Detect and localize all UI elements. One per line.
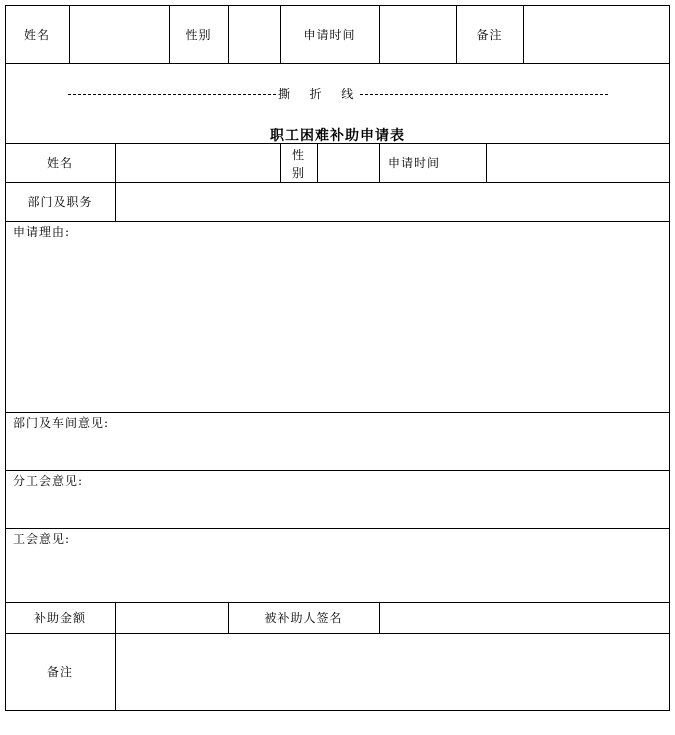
- dept-position-field[interactable]: [116, 183, 669, 221]
- apply-time-label: 申请时间: [387, 156, 440, 170]
- dept-workshop-opinion-field[interactable]: [6, 432, 669, 470]
- dept-opinion-bottom-line: [5, 470, 670, 471]
- stub-remark-label: 备注: [476, 28, 503, 42]
- dept-workshop-opinion-label: 部门及车间意见:: [13, 416, 110, 430]
- stub-name-label: 姓名: [23, 28, 50, 42]
- border-right: [669, 5, 670, 711]
- remark-field[interactable]: [116, 634, 669, 710]
- form-title: 职工困难补助申请表: [270, 128, 405, 144]
- cut-line-right: [360, 94, 608, 95]
- subsidy-amount-field[interactable]: [116, 603, 228, 633]
- form-row2-bottom-line: [5, 221, 670, 222]
- stub-gender-field[interactable]: [229, 6, 280, 63]
- stub-apply-time-field[interactable]: [380, 6, 456, 63]
- apply-time-field[interactable]: [487, 144, 669, 182]
- reason-label: 申请理由:: [13, 225, 71, 239]
- cut-line-label: 撕 折 线: [278, 87, 358, 101]
- dept-position-label: 部门及职务: [27, 195, 93, 209]
- stub-apply-time-label: 申请时间: [303, 28, 356, 42]
- recipient-signature-field[interactable]: [380, 603, 669, 633]
- stub-gender-label: 性别: [185, 28, 212, 42]
- union-opinion-label: 工会意见:: [13, 532, 71, 546]
- branch-union-opinion-label: 分工会意见:: [13, 474, 84, 488]
- stub-remark-field[interactable]: [524, 6, 669, 63]
- gender-field[interactable]: [318, 144, 379, 182]
- reason-bottom-line: [5, 412, 670, 413]
- stub-bottom-line: [5, 63, 670, 64]
- name-field[interactable]: [116, 144, 280, 182]
- reason-field[interactable]: [6, 241, 669, 412]
- gender-label-top: 性: [291, 148, 305, 162]
- branch-union-opinion-field[interactable]: [6, 490, 669, 528]
- branch-opinion-bottom-line: [5, 528, 670, 529]
- border-bottom: [5, 710, 670, 711]
- name-label: 姓名: [46, 156, 73, 170]
- union-opinion-field[interactable]: [6, 548, 669, 602]
- subsidy-amount-label: 补助金额: [33, 611, 86, 625]
- cut-line-left: [68, 94, 276, 95]
- recipient-signature-label: 被补助人签名: [264, 611, 343, 625]
- stub-name-field[interactable]: [70, 6, 169, 63]
- remark-label: 备注: [46, 665, 73, 679]
- gender-label-bottom: 别: [291, 166, 305, 180]
